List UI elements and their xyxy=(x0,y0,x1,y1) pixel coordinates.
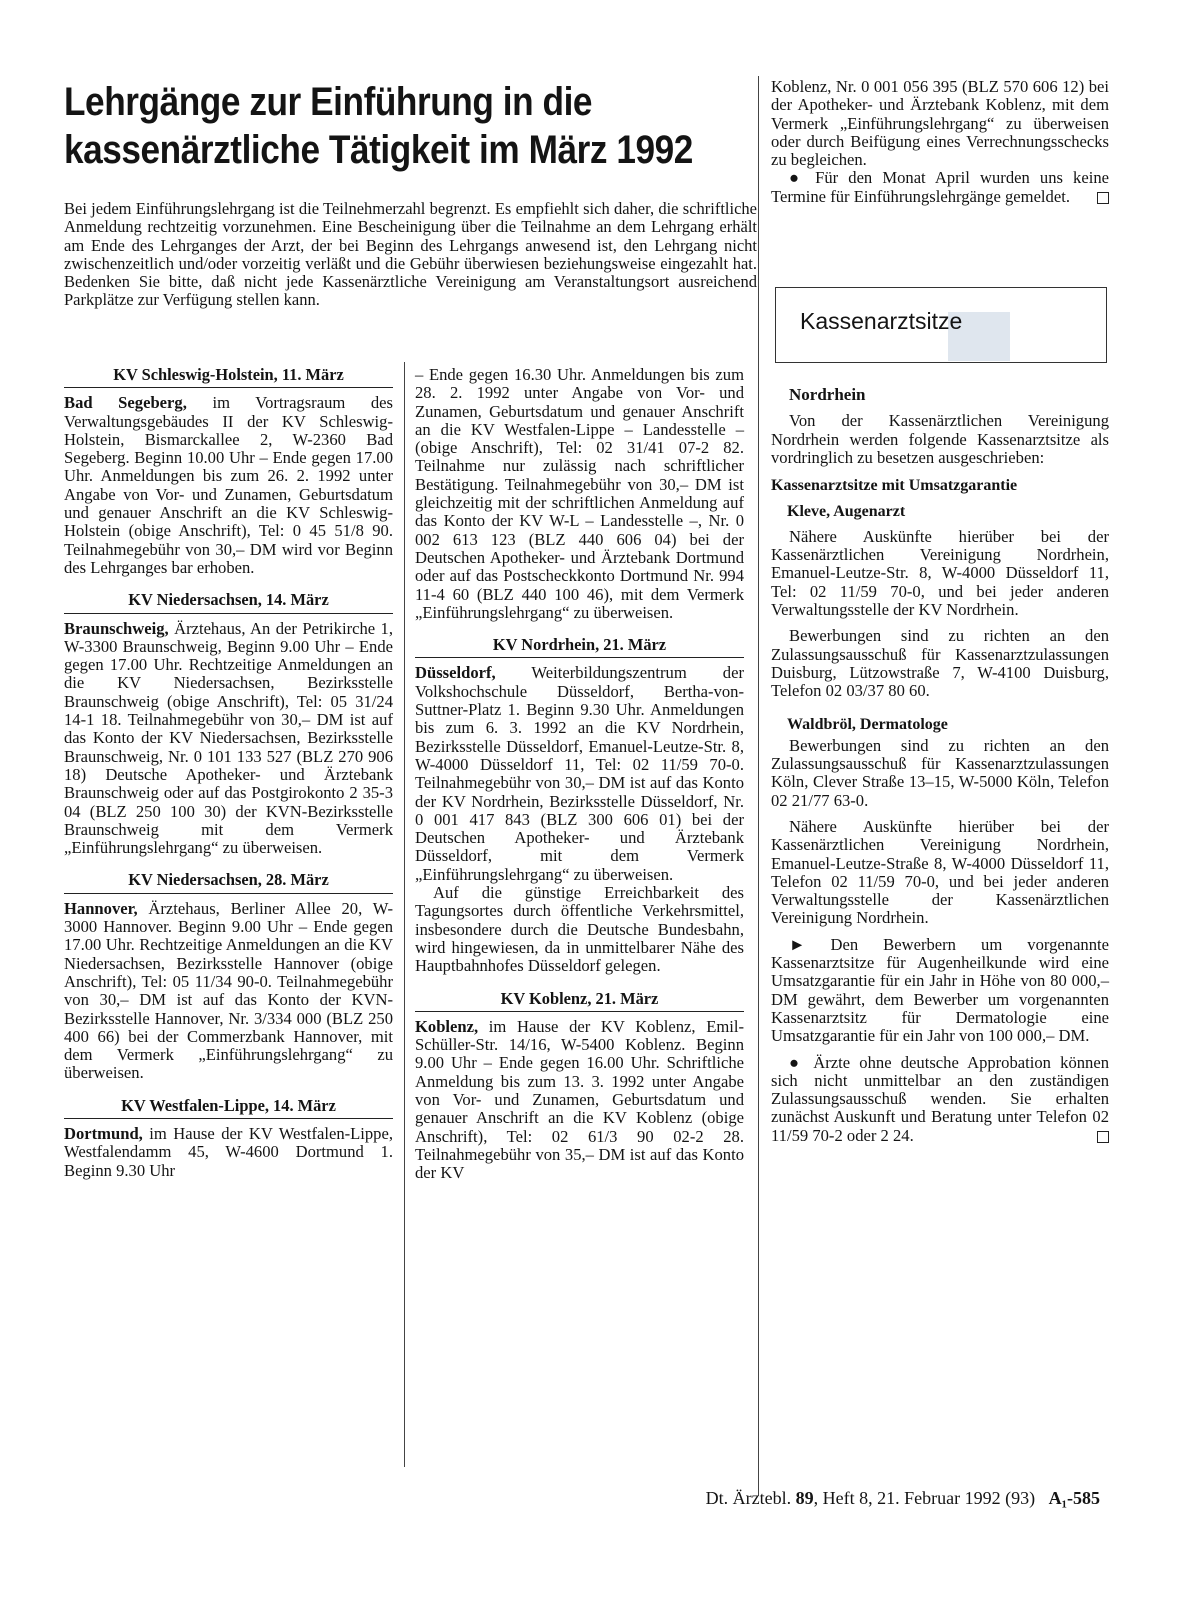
title-line-2: kassenärztliche Tätigkeit im März 1992 xyxy=(64,128,693,172)
section-westfalen-lippe xyxy=(64,1097,393,1180)
place-name: Koblenz, xyxy=(415,1016,479,1036)
section-text xyxy=(64,620,393,858)
kleve-info: Nähere Auskünfte hierüber bei der Kassenärztlichen Vereinigung Nordrhein, Emanuel-Leutze-Str. 8, W-4000 Düsseldorf 11, Tel: 02 11/59 70-0, und bei jeder anderen Verwaltungsstelle der KV Nordrhein. xyxy=(771,526,1109,619)
section-niedersachsen-28 xyxy=(64,871,393,1082)
section-heading: KV Koblenz, 21. März xyxy=(415,990,744,1012)
umsatzgarantie-note: ► Den Bewerbern um vorgenannte Kassenarztsitze für Augenheilkunde wird eine Umsatzgarantie für ein Jahr in Höhe von 80 000,– DM gewährt, dem Bewerber um vorgenannten Kassenarztsitz für Dermatologie eine Umsatzgarantie für ein Jahr von 100 000,– DM. xyxy=(771,934,1109,1046)
place-name: Düsseldorf, xyxy=(415,663,496,683)
place-name: Bad Segeberg, xyxy=(64,393,187,413)
april-note-text: ● Für den Monat April wurden uns keine Termine für Einführungslehrgänge gemeldet. xyxy=(771,168,1109,206)
section-heading: KV Niedersachsen, 14. März xyxy=(64,591,393,613)
section-niedersachsen-14 xyxy=(64,591,393,857)
kleve-heading: Kleve, Augenarzt xyxy=(787,503,906,521)
section-text xyxy=(415,664,744,884)
section-body: im Hause der KV Westfalen-Lippe, Westfalendamm 45, W-4600 Dortmund 1. Beginn 9.30 Uhr xyxy=(64,1123,393,1180)
section-body: im Hause der KV Koblenz, Emil-Schüller-Str. 14/16, W-5400 Koblenz. Beginn 9.00 Uhr – Ende gegen 16.00 Uhr. Schriftliche Anmeldung bis zum 13. 3. 1992 unter Angabe von Vor- und Zunamen, Geburtsdatum und genauer Anschrift an die KV Koblenz (obige Anschrift), Tel: 02 61/3 90 02-2 28. Teilnahmegebühr von 35,– DM ist auf das Konto der KV xyxy=(415,1016,744,1183)
footer-page-number: A₁-585 xyxy=(1048,1488,1100,1508)
waldbroel-bewerbung: Bewerbungen sind zu richten an den Zulassungsausschuß für Kassenarztzulassungen Köln, Clever Straße 13–15, W-5000 Köln, Telefon 02 21/77 63-0. xyxy=(771,735,1109,810)
place-name: Dortmund, xyxy=(64,1123,143,1143)
region-heading: Nordrhein xyxy=(789,385,866,404)
end-mark-icon xyxy=(1097,1131,1109,1143)
end-mark-icon xyxy=(1097,192,1109,204)
place-name: Hannover, xyxy=(64,898,138,918)
column-3-top xyxy=(771,78,1109,206)
footer-issue: , Heft 8, 21. Februar 1992 (93) xyxy=(813,1488,1049,1508)
approbation-note xyxy=(771,1054,1109,1145)
section-schleswig-holstein xyxy=(64,366,393,577)
footer-journal: Dt. Ärztebl. xyxy=(705,1488,796,1508)
waldbroel-heading: Waldbröl, Dermatologe xyxy=(787,716,948,734)
section-heading: KV Westfalen-Lippe, 14. März xyxy=(64,1097,393,1119)
title-line-1: Lehrgänge zur Einführung in die xyxy=(64,80,593,124)
section-body: Weiterbildungszentrum der Volkshochschule Düsseldorf, Bertha-von-Suttner-Platz 1. Beginn 9.30 Uhr. Anmeldungen bis zum 6. 3. 1992 an die KV Nordrhein, Bezirksstelle Düsseldorf, Emanuel-Leutze-Str. 8, W-4000 Düsseldorf 11, Tel: 02 11/59 70-0. Teilnahmegebühr von 30,– DM ist auf das Konto der KV Nordrhein, Bezirksstelle Düsseldorf, Nr. 0 001 417 843 (BLZ 300 606 01) bei der Deutschen Apotheker- und Ärztebank Düsseldorf, mit dem Vermerk „Einführungslehrgang“ zu überweisen. xyxy=(415,663,744,884)
section-text xyxy=(64,900,393,1083)
april-note xyxy=(771,169,1109,206)
waldbroel-info: Nähere Auskünfte hierüber bei der Kassenärztlichen Vereinigung Nordrhein, Emanuel-Leutze-Straße 8, W-4000 Düsseldorf 11, Telefon 02 11/59 70-0, und bei jeder anderen Verwaltungsstelle der Kassenärztlichen Vereinigung Nordrhein. xyxy=(771,816,1109,928)
section-heading: KV Niedersachsen, 28. März xyxy=(64,871,393,893)
section-body: Koblenz, Nr. 0 001 056 395 (BLZ 570 606 12) bei der Apotheker- und Ärztebank Koblenz, mit dem Vermerk „Einführungslehrgang“ zu überweisen oder durch Beifügung eines Verrechnungsschecks zu begleichen. xyxy=(771,77,1109,170)
approbation-text: ● Ärzte ohne deutsche Approbation können sich nicht unmittelbar an den zuständigen Zulassungsausschuß wenden. Sie erhalten zunächst Auskunft und Beratung unter Telefon 02 11/59 70-2 oder 2 24. xyxy=(771,1052,1109,1145)
region-intro: Von der Kassenärztlichen Vereinigung Nordrhein werden folgende Kassenarztsitze als vordringlich zu besetzen ausgeschrieben: xyxy=(771,411,1109,467)
footer-volume: 89 xyxy=(795,1488,814,1508)
section-body: – Ende gegen 16.30 Uhr. Anmeldungen bis zum 28. 2. 1992 unter Angabe von Vor- und Zunamen, Geburtsdatum und genauer Anschrift an die KV Westfalen-Lippe – Landesstelle – (obige Anschrift), Tel: 02 31/41 07-2 82. Teilnahme nur zulässig nach schriftlicher Bestätigung. Teilnahmegebühr von 30,– DM ist gleichzeitig mit der schriftlichen Anmeldung auf das Konto der KV W-L – Landesstelle –, Nr. 0 002 613 123 (BLZ 440 606 04) bei der Deutschen Apotheker- und Ärztebank Dortmund oder auf das Postscheckkonto Dortmund Nr. 994 11-4 60 (BLZ 440 100 46), mit dem Vermerk „Einführungslehrgang“ zu überweisen. xyxy=(415,365,744,622)
section-koblenz xyxy=(415,990,744,1183)
section-body: im Vortragsraum des Verwaltungsgebäudes II der KV Schleswig-Holstein, Bismarckallee 2, W-2360 Bad Segeberg. Beginn 10.00 Uhr – Ende gegen 17.00 Uhr. Anmeldungen bis zum 26. 2. 1992 unter Angabe von Vor- und Zunamen, Geburtsdatum und genauer Anschrift an die KV Schleswig-Holstein (obige Anschrift), Tel: 0 45 51/8 90. Teilnahmegebühr von 30,– DM wird vor Beginn des Lehrganges bar erhoben. xyxy=(64,393,393,577)
section-heading: KV Nordrhein, 21. März xyxy=(415,636,744,658)
section-body: Ärztehaus, An der Petrikirche 1, W-3300 Braunschweig, Beginn 9.00 Uhr – Ende gegen 17.00 Uhr. Rechtzeitige Anmeldungen an die KV Niedersachsen, Bezirksstelle Braunschweig (obige Anschrift), Tel: 05 31/24 14-1 18. Teilnahmegebühr von 30,– DM ist auf das Konto der KV Niedersachsen, Bezirksstelle Braunschweig, Nr. 0 101 133 527 (BLZ 270 906 18) Deutsche Apotheker- und Ärztebank Braunschweig oder auf das Postgirokonto 2 35-3 04 (BLZ 250 100 30) der KVN-Bezirksstelle Braunschweig mit dem Vermerk „Einführungslehrgang“ zu überweisen. xyxy=(64,618,393,858)
column-1 xyxy=(64,366,393,1194)
section-body: Ärztehaus, Berliner Allee 20, W-3000 Hannover. Beginn 9.00 Uhr – Ende gegen 17.00 Uhr. Rechtzeitige Anmeldungen an die KV Niedersachsen, Bezirksstelle Hannover (obige Anschrift), Tel: 05 11/34 90-0. Teilnahmegebühr von 30,– DM ist auf das Konto der KVN-Bezirksstelle Hannover, Nr. 3/334 000 (BLZ 250 400 66) bei der Commerzbank Hannover, mit dem Vermerk „Einführungslehrgang“ zu überweisen. xyxy=(64,898,393,1083)
kassenarztsitze-box xyxy=(775,287,1107,363)
kleve-bewerbung: Bewerbungen sind zu richten an den Zulassungsausschuß für Kassenarztzulassungen Duisburg, Lützowstraße 7, W-4100 Duisburg, Telefon 02 03/37 80 60. xyxy=(771,626,1109,701)
box-title: Kassenarztsitze xyxy=(800,308,963,334)
section-text xyxy=(64,1125,393,1180)
place-name: Braunschweig, xyxy=(64,618,169,638)
section-text xyxy=(415,1018,744,1183)
column-divider xyxy=(404,362,405,1467)
article-title xyxy=(64,78,693,174)
intro-paragraph: Bei jedem Einführungslehrgang ist die Teilnehmerzahl begrenzt. Es empfiehlt sich daher, die schriftliche Anmeldung rechtzeitig vorzunehmen. Eine Bescheinigung über die Teilnahme an dem Lehrgang erhält am Ende des Lehrganges der Arzt, der bei Beginn des Lehrgangs anwesend ist, den Lehrgang nicht zwischenzeitlich und/oder vorzeitig verläßt und die Gebühr überwiesen beziehungsweise eingezahlt hat. Bedenken Sie bitte, daß nicht jede Kassenärztliche Vereinigung am Veranstaltungsort ausreichend Parkplätze zur Verfügung stellen kann. xyxy=(64,199,757,310)
sub-heading: Kassenarztsitze mit Umsatzgarantie xyxy=(771,477,1018,495)
page-footer xyxy=(706,1488,1100,1509)
section-heading: KV Schleswig-Holstein, 11. März xyxy=(64,366,393,388)
section-westfalen-lippe-cont xyxy=(415,366,744,622)
column-3-bottom xyxy=(771,384,1109,1145)
section-body: Auf die günstige Erreichbarkeit des Tagungsortes durch öffentliche Verkehrsmittel, insbesondere durch die Deutsche Bundesbahn, wird hingewiesen, da in unmittelbarer Nähe des Hauptbahnhofes Düsseldorf gelegen. xyxy=(415,883,744,976)
column-divider xyxy=(758,76,759,1496)
section-nordrhein xyxy=(415,636,744,975)
column-2 xyxy=(415,366,744,1196)
section-text xyxy=(64,394,393,577)
